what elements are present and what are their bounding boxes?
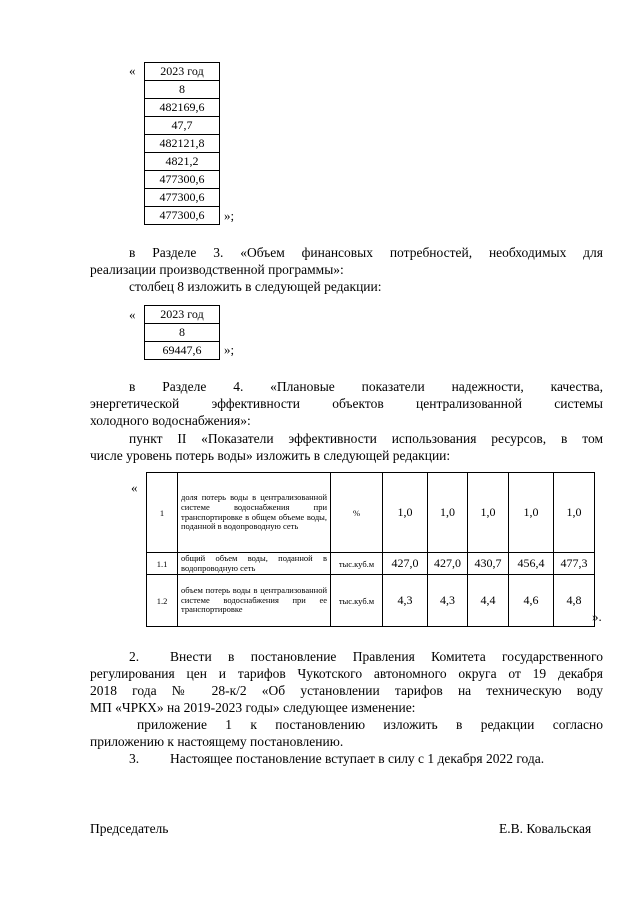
table-cell: 482169,6 bbox=[145, 99, 220, 117]
table-cell: 8 bbox=[145, 324, 220, 342]
table-cell: 482121,8 bbox=[145, 135, 220, 153]
table-cell: 477300,6 bbox=[145, 189, 220, 207]
item3-text: Настоящее постановление вступает в силу с 1 декабря 2022 года. bbox=[170, 751, 545, 766]
row-value: 1,0 bbox=[468, 473, 509, 553]
row-value: 477,3 bbox=[554, 553, 595, 575]
item2-line1: Внести в постановление Правления Комитета государственного bbox=[170, 649, 603, 664]
item2-line2: регулирования цен и тарифов Чукотского автономного округа от 19 декабря bbox=[90, 666, 603, 681]
row-value: 4,4 bbox=[468, 575, 509, 627]
section3-line3: столбец 8 изложить в следующей редакции: bbox=[129, 279, 382, 294]
row-value: 430,7 bbox=[468, 553, 509, 575]
quote-close-2: »; bbox=[224, 342, 235, 357]
row-unit: тыс.куб.м bbox=[331, 553, 383, 575]
table-cell: 477300,6 bbox=[145, 207, 220, 225]
row-value: 456,4 bbox=[509, 553, 554, 575]
row-unit: % bbox=[331, 473, 383, 553]
row-value: 4,3 bbox=[428, 575, 468, 627]
table-water-losses bbox=[146, 472, 595, 627]
table-header: 2023 год bbox=[145, 306, 220, 324]
quote-close-3: ». bbox=[592, 609, 602, 624]
signature-title: Председатель bbox=[90, 821, 169, 836]
row-value: 1,0 bbox=[383, 473, 428, 553]
item2-line6: приложению к настоящему постановлению. bbox=[90, 734, 344, 749]
section4-line1: в Разделе 4. «Плановые показатели надежности, качества, bbox=[129, 379, 603, 394]
row-value: 4,8 bbox=[554, 575, 595, 627]
row-number: 1 bbox=[147, 473, 178, 553]
row-value: 4,3 bbox=[383, 575, 428, 627]
table-2023-col8-section2 bbox=[144, 62, 220, 225]
quote-open-1: « bbox=[129, 63, 136, 78]
row-value: 1,0 bbox=[509, 473, 554, 553]
table-2023-col8-section3 bbox=[144, 305, 220, 360]
section3-line1: в Разделе 3. «Объем финансовых потребностей, необходимых для bbox=[129, 245, 603, 260]
table-row bbox=[147, 553, 595, 575]
row-number: 1.1 bbox=[147, 553, 178, 575]
row-unit: тыс.куб.м bbox=[331, 575, 383, 627]
section4-line2: энергетической эффективности объектов централизованной системы bbox=[90, 396, 603, 411]
table-row bbox=[147, 575, 595, 627]
item2-line3: 2018 года № 28-к/2 «Об установлении тарифов на техническую воду bbox=[90, 683, 603, 698]
table-cell: 69447,6 bbox=[145, 342, 220, 360]
signature-name: Е.В. Ковальская bbox=[499, 821, 592, 836]
row-value: 427,0 bbox=[383, 553, 428, 575]
row-value: 1,0 bbox=[554, 473, 595, 553]
section4-line5: числе уровень потерь воды» изложить в следующей редакции: bbox=[90, 448, 451, 463]
row-description: доля потерь воды в централизованной системе водоснабжения при транспортировке в общем объеме воды, поданной в водопроводную сеть bbox=[178, 473, 331, 553]
row-description: объем потерь воды в централизованной системе водоснабжения при ее транспортировке bbox=[178, 575, 331, 627]
section3-line2: реализации производственной программы»: bbox=[90, 262, 344, 277]
item2-number: 2. bbox=[129, 649, 140, 664]
quote-open-3: « bbox=[131, 480, 138, 495]
table-row bbox=[147, 473, 595, 553]
table-header: 2023 год bbox=[145, 63, 220, 81]
row-value: 1,0 bbox=[428, 473, 468, 553]
item2-line4: МП «ЧРКХ» на 2019-2023 годы» следующее изменение: bbox=[90, 700, 416, 715]
table-cell: 4821,2 bbox=[145, 153, 220, 171]
item3-number: 3. bbox=[129, 751, 140, 766]
row-description: общий объем воды, поданной в водопроводную сеть bbox=[178, 553, 331, 575]
row-value: 427,0 bbox=[428, 553, 468, 575]
quote-open-2: « bbox=[129, 307, 136, 322]
item2-line5: приложение 1 к постановлению изложить в редакции согласно bbox=[137, 717, 603, 732]
row-value: 4,6 bbox=[509, 575, 554, 627]
quote-close-1: »; bbox=[224, 208, 235, 223]
row-number: 1.2 bbox=[147, 575, 178, 627]
section4-line3: холодного водоснабжения»: bbox=[90, 413, 251, 428]
table-cell: 8 bbox=[145, 81, 220, 99]
section4-line4: пункт II «Показатели эффективности использования ресурсов, в том bbox=[129, 431, 603, 446]
table-cell: 477300,6 bbox=[145, 171, 220, 189]
table-cell: 47,7 bbox=[145, 117, 220, 135]
